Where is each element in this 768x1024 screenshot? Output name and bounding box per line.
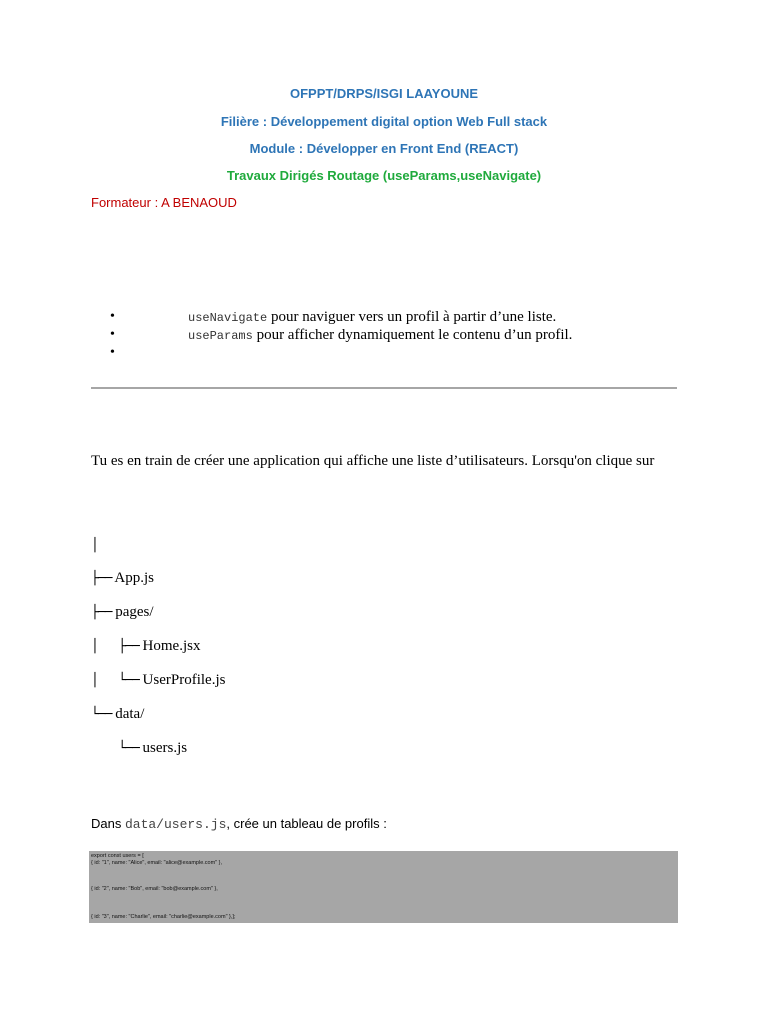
tree-branch: └── — [91, 707, 112, 722]
tree-line — [91, 536, 98, 555]
tree-line — [91, 569, 154, 588]
code-line: export const users = [ — [91, 853, 144, 859]
objective-code: useNavigate — [188, 311, 268, 325]
code-line: { id: "1", name: "Alice", email: "alice@example.com" }, — [91, 860, 223, 866]
header-module: Module : Développer en Front End (REACT) — [249, 141, 519, 156]
header-filiere: Filière : Développement digital option Web Full stack — [220, 114, 548, 129]
header-org: OFPPT/DRPS/ISGI LAAYOUNE — [289, 86, 479, 101]
objective-code: useParams — [188, 329, 253, 343]
objective-text: pour afficher dynamiquement le contenu d’un profil. — [252, 327, 573, 343]
code-line: { id: "2", name: "Bob", email: "bob@example.com" }, — [91, 886, 218, 892]
tree-branch: ├── — [91, 571, 112, 586]
code-block — [89, 851, 678, 923]
objective-text: pour naviguer vers un profil à partir d’une liste. — [267, 309, 557, 325]
data-instruction — [91, 815, 387, 834]
data-instruction-before: Dans — [91, 816, 125, 831]
bullet-icon: • — [110, 327, 115, 342]
bullet-icon: • — [110, 309, 115, 324]
horizontal-divider — [91, 387, 677, 389]
tree-entry: Home.jsx — [138, 638, 201, 654]
td-title: Travaux Dirigés Routage (useParams,useNavigate) — [226, 168, 542, 183]
tree-entry: UserProfile.js — [138, 672, 226, 688]
code-line: { id: "3", name: "Charlie", email: "charlie@example.com" },]; — [91, 914, 236, 920]
tree-line — [91, 705, 144, 724]
tree-entry: data/ — [111, 706, 145, 722]
tree-entry: App.js — [111, 570, 154, 586]
tree-line — [91, 739, 187, 758]
tree-branch: │ └── — [91, 673, 139, 688]
tree-branch: ├── — [91, 605, 112, 620]
tree-branch: │ ├── — [91, 639, 139, 654]
formateur-line: Formateur : A BENAOUD — [91, 195, 237, 210]
intro-paragraph: Tu es en train de créer une application qui affiche une liste d’utilisateurs. Lorsqu'on clique sur — [91, 453, 655, 469]
tree-line — [91, 603, 154, 622]
data-file-path: data/users.js — [124, 817, 227, 832]
tree-branch: │ — [91, 538, 98, 553]
tree-line — [91, 637, 200, 656]
tree-branch: └── — [91, 741, 139, 756]
tree-entry: users.js — [138, 740, 188, 756]
tree-line — [91, 671, 225, 690]
bullet-icon: • — [110, 345, 115, 360]
tree-entry: pages/ — [111, 604, 154, 620]
data-instruction-after: , crée un tableau de profils : — [226, 816, 387, 831]
